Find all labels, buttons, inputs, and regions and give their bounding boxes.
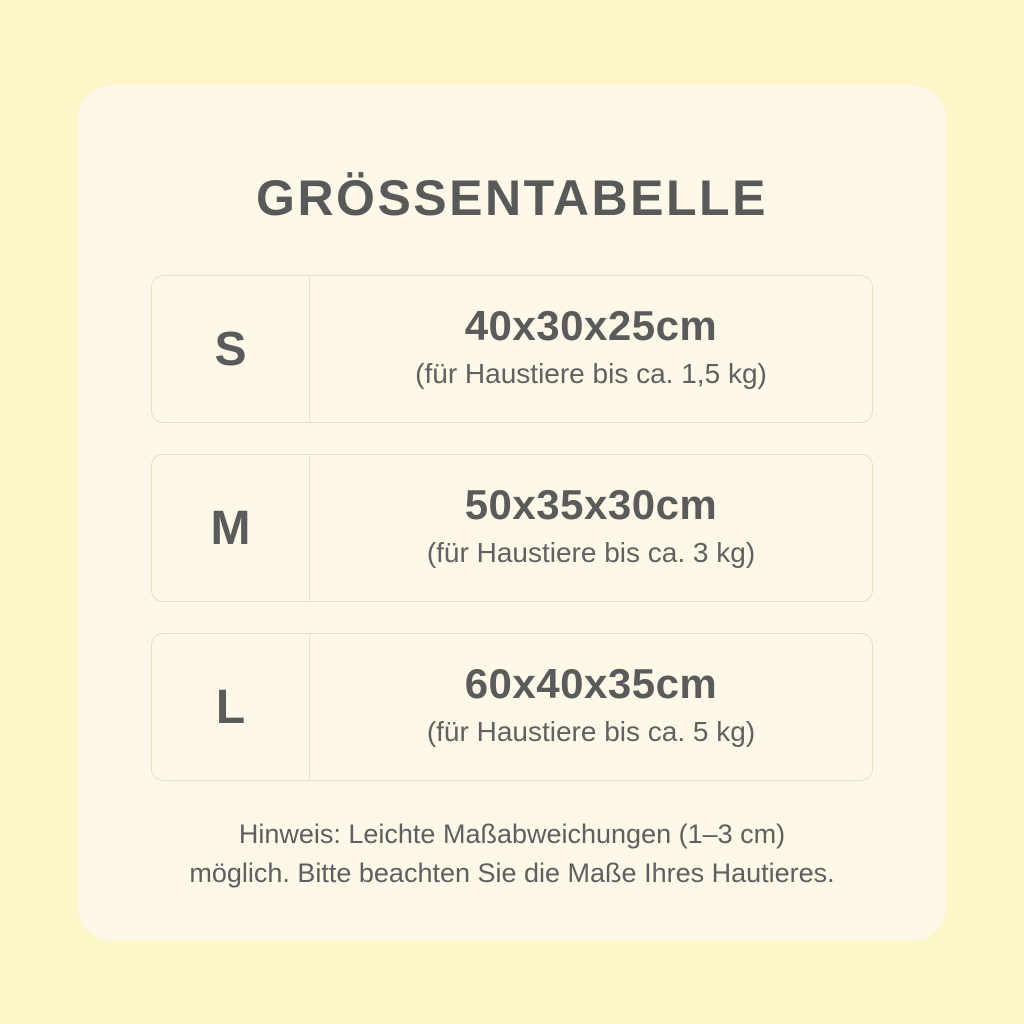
weight-note: (für Haustiere bis ca. 5 kg) (426, 716, 756, 748)
table-row (151, 454, 873, 602)
size-detail-l (310, 634, 872, 780)
weight-note: (für Haustiere bis ca. 1,5 kg) (415, 358, 767, 390)
footnote (78, 815, 946, 893)
weight-note: (für Haustiere bis ca. 3 kg) (426, 537, 756, 569)
size-label-s: S (152, 276, 310, 422)
dimensions-value: 60x40x35cm (464, 660, 718, 708)
footnote-line-1: Hinweis: Leichte Maßabweichungen (1–3 cm) (238, 819, 786, 849)
size-label-l: L (152, 634, 310, 780)
size-chart-card (78, 85, 946, 941)
table-row (151, 275, 873, 423)
page-title: GRÖSSENTABELLE (256, 170, 768, 226)
size-detail-m (310, 455, 872, 601)
size-detail-s (310, 276, 872, 422)
footnote-line-2: möglich. Bitte beachten Sie die Maße Ihres Hautieres. (189, 858, 835, 889)
table-row (151, 633, 873, 781)
size-table (151, 275, 873, 781)
dimensions-value: 40x30x25cm (464, 302, 718, 350)
dimensions-value: 50x35x30cm (464, 481, 718, 529)
size-label-m: M (152, 455, 310, 601)
